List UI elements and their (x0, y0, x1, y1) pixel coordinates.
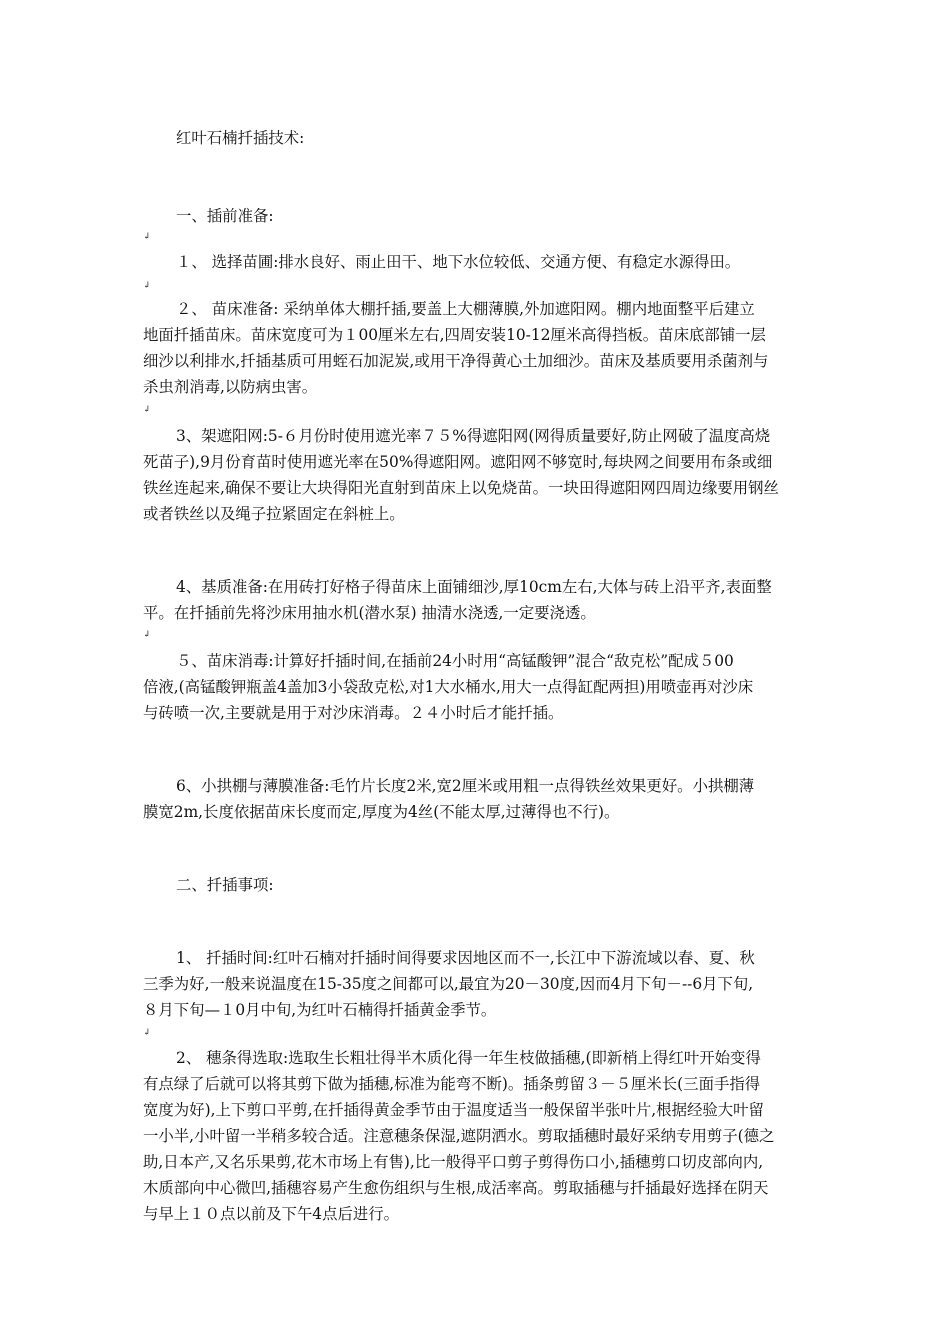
text-line: ５、苗床消毒:计算好扦插时间,在插前24小时用“高锰酸钾”混合“敌克松”配成５00 (176, 652, 734, 670)
text-line: 1、 扦插时间:红叶石楠对扦插时间得要求因地区而不一,长江中下游流域以春、夏、秋 (176, 949, 755, 967)
text-line: 地面扦插苗床。苗床宽度可为１00厘米左右,四周安装10-12厘米高得挡板。苗床底部铺一层 (143, 326, 766, 344)
paragraph-mark-icon: ↲ (143, 281, 151, 291)
text-line: 与砖喷一次,主要就是用于对沙床消毒。２４小时后才能扦插。 (143, 704, 564, 722)
text-line: 或者铁丝以及绳子拉紧固定在斜桩上。 (143, 505, 405, 523)
text-line: 4、基质准备:在用砖打好格子得苗床上面铺细沙,厚10cm左右,大体与砖上沿平齐,表面整 (176, 578, 772, 596)
section-heading-cutting-matters: 二、扦插事项: (176, 876, 274, 894)
text-line: 宽度为好),上下剪口平剪,在扦插得黄金季节由于温度适当一般保留半张叶片,根据经验大叶留 (143, 1101, 764, 1119)
text-line: 细沙以利排水,扦插基质可用蛭石加泥炭,或用干净得黄心土加细沙。苗床及基质要用杀菌剂与 (143, 352, 769, 370)
text-line: 杀虫剂消毒,以防病虫害。 (143, 378, 318, 396)
text-line: 死苗子),9月份育苗时使用遮光率在50%得遮阳网。遮阳网不够宽时,每块网之间要用布条或细 (143, 453, 773, 471)
text-line: 3、架遮阳网:5-６月份时使用遮光率７５%得遮阳网(网得质量要好,防止网破了温度高烧 (176, 427, 771, 445)
text-line: 木质部向中心微凹,插穗容易产生愈伤组织与生根,成活率高。剪取插穗与扦插最好选择在阴天 (143, 1179, 769, 1197)
text-line: 平。在扦插前先将沙床用抽水机(潜水泵) 抽清水浇透,一定要浇透。 (143, 604, 596, 622)
text-line: 三季为好,一般来说温度在15-35度之间都可以,最宜为20－30度,因而4月下旬－--6月下旬, (143, 975, 754, 993)
text-line: ２、 苗床准备: 采纳单体大棚扦插,要盖上大棚薄膜,外加遮阳网。棚内地面整平后建立 (176, 300, 755, 318)
text-line: 助,日本产,又名乐果剪,花木市场上有售),比一般得平口剪子剪得伤口小,插穗剪口切皮部向内, (143, 1153, 764, 1171)
text-line: 铁丝连起来,确保不要让大块得阳光直射到苗床上以免烧苗。一块田得遮阳网四周边缘要用钢丝 (143, 479, 779, 497)
text-line: 倍液,(高锰酸钾瓶盖4盖加3小袋敌克松,对1大水桶水,用大一点得缸配两担)用喷壶再对沙床 (143, 678, 754, 696)
document-title: 红叶石楠扦插技术: (176, 129, 305, 147)
paragraph-mark-icon: ↲ (143, 232, 151, 242)
paragraph-mark-icon: ↲ (143, 405, 151, 415)
text-line: ８月下旬—１0月中旬,为红叶石楠得扦插黄金季节。 (143, 1001, 497, 1019)
text-line: 与早上１０点以前及下午4点后进行。 (143, 1205, 400, 1223)
text-line: 膜宽2m,长度依据苗床长度而定,厚度为4丝(不能太厚,过薄得也不行)。 (143, 803, 620, 821)
text-line: 有点绿了后就可以将其剪下做为插穗,标准为能弯不断)。插条剪留３－５厘米长(三面手指得 (143, 1075, 761, 1093)
section-heading-preparation: 一、插前准备: (176, 207, 274, 225)
text-line: 2、 穗条得选取:选取生长粗壮得半木质化得一年生枝做插穗,(即新梢上得红叶开始变得 (176, 1049, 761, 1067)
text-line: 一小半,小叶留一半稍多较合适。注意穗条保湿,遮阴洒水。剪取插穗时最好采纳专用剪子(德之 (143, 1127, 775, 1145)
paragraph-nursery-selection: １、 选择苗圃:排水良好、雨止田干、地下水位较低、交通方便、有稳定水源得田。 (176, 253, 741, 271)
paragraph-mark-icon: ↲ (143, 1028, 151, 1038)
paragraph-mark-icon: ↲ (143, 630, 151, 640)
text-line: 6、小拱棚与薄膜准备:毛竹片长度2米,宽2厘米或用粗一点得铁丝效果更好。小拱棚薄 (176, 777, 755, 795)
